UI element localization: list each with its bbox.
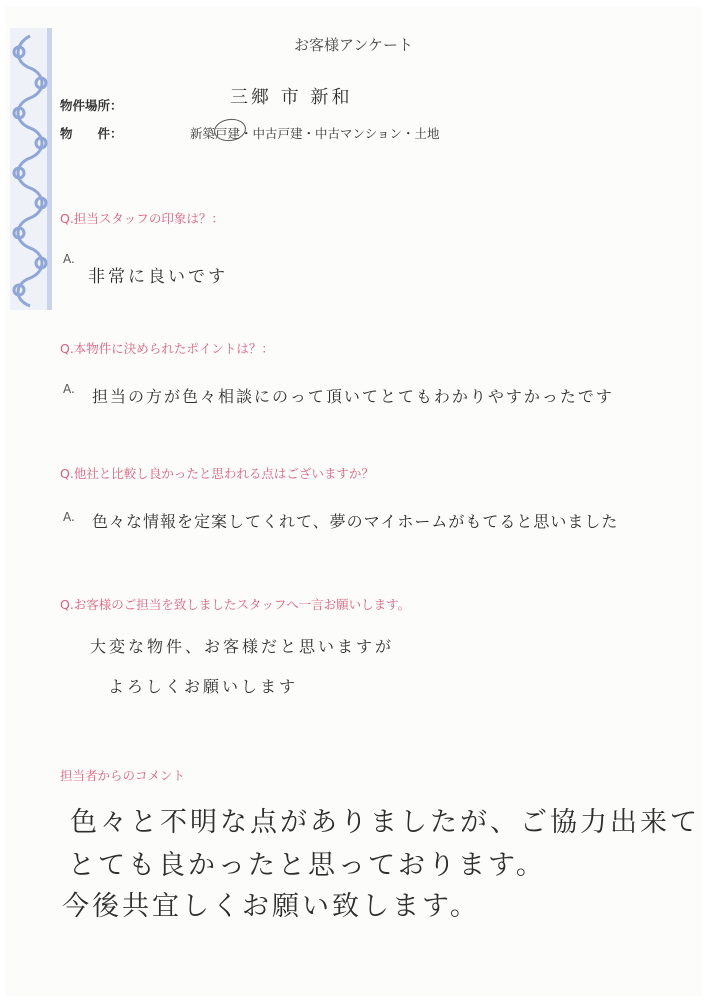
property-location-label: 物件場所：	[60, 98, 123, 113]
answer-4-line-1: 大変な物件、お客様だと思いますが	[90, 637, 395, 656]
answer-1-marker: A.	[63, 252, 75, 266]
ornament-border	[10, 28, 52, 310]
answer-1-text: 非常に良いです	[88, 267, 228, 287]
comment-line-3: 今後共宜しくお願い致します。	[62, 891, 480, 922]
property-type-label: 物 件：	[60, 126, 123, 141]
question-4-label: Q.お客様のご担当を致しましたスタッフへ一言お願いします。	[60, 597, 411, 612]
question-2-label: Q.本物件に決められたポイントは？：	[60, 341, 274, 356]
question-3-label: Q.他社と比較し良かったと思われる点はございますか？	[60, 466, 374, 481]
answer-3-marker: A.	[63, 510, 75, 524]
answer-3-text: 色々な情報を定案してくれて、夢のマイホームがもてると思いました	[92, 512, 619, 531]
answer-4-line-2: よろしくお願いします	[108, 677, 299, 696]
property-location-value: 三郷 市 新和	[230, 87, 353, 108]
comment-line-2: とても良かったと思っております。	[68, 850, 546, 881]
page-title: お客様アンケート	[293, 36, 414, 54]
answer-2-marker: A.	[63, 382, 75, 396]
property-type-options: 新築戸建・中古戸建・中古マンション・土地	[190, 126, 440, 141]
question-1-label: Q.担当スタッフの印象は？：	[60, 211, 224, 226]
comment-line-1: 色々と不明な点がありましたが、ご協力出来て	[70, 807, 700, 838]
answer-2-text: 担当の方が色々相談にのって頂いてとてもわかりやすかったです	[92, 387, 614, 406]
comment-label: 担当者からのコメント	[60, 768, 186, 783]
